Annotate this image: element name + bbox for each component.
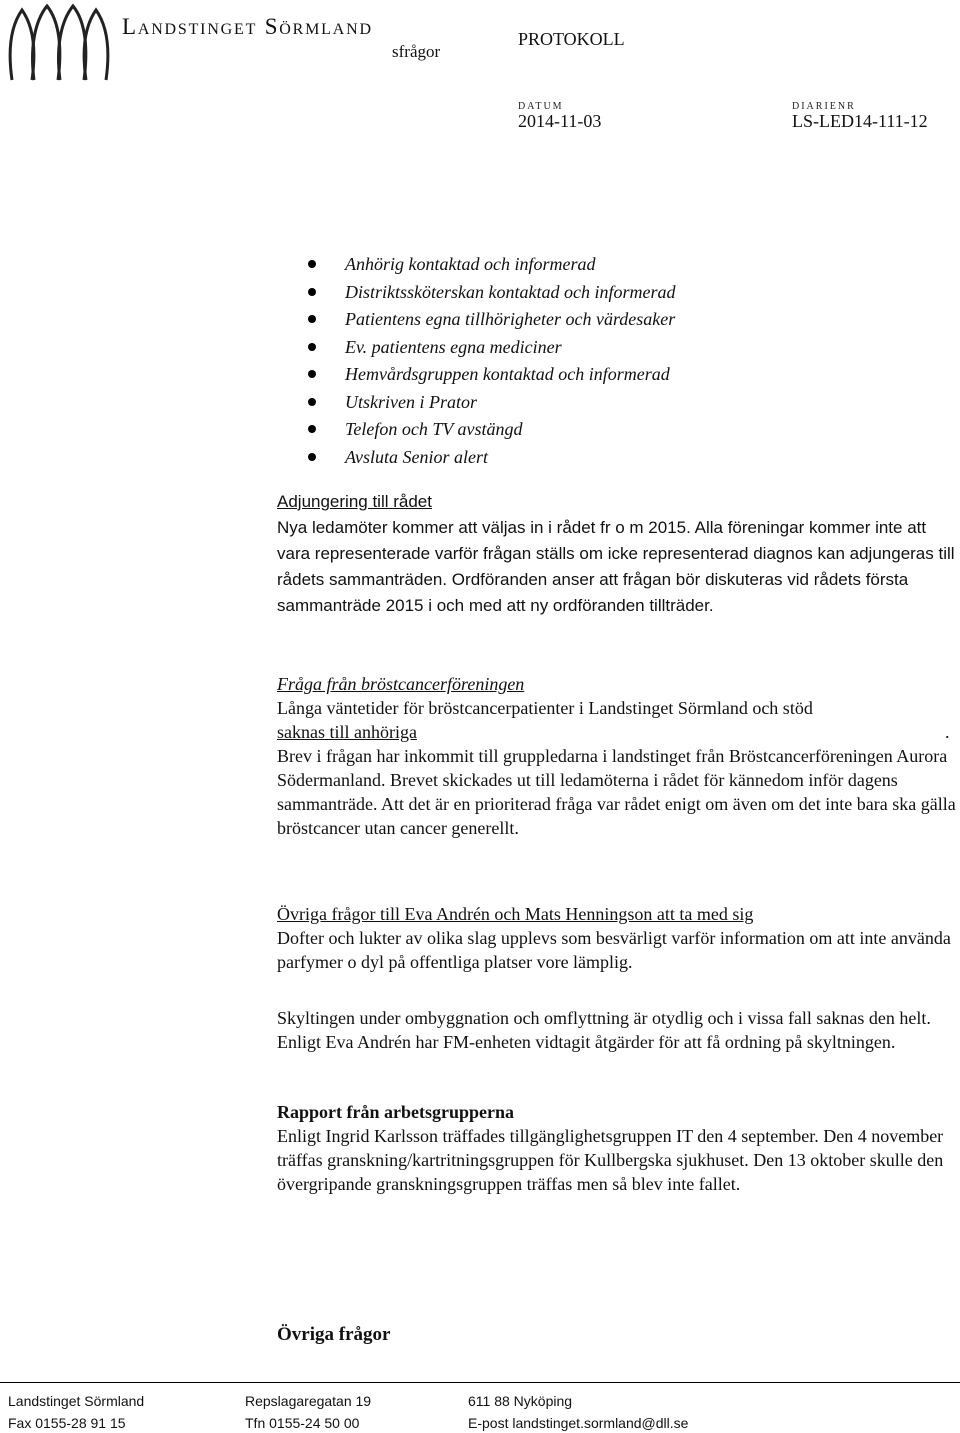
date-label: DATUM (518, 101, 564, 112)
list-item: Utskriven i Prator (305, 390, 675, 418)
subject-line: Långa väntetider för bröstcancerpatienter i Landstinget Sörmland och stöd (277, 698, 813, 718)
section-text: Dofter och lukter av olika slag upplevs som besvärligt varför information om att inte använda parfymer o dyl på offentliga platser vore lämplig. (277, 928, 951, 972)
section-heading: Fråga från bröstcancerföreningen (277, 674, 525, 694)
rapport-section (277, 1100, 957, 1196)
footer-phone: Tfn 0155-24 50 00 (245, 1415, 360, 1431)
section-text: Enligt Ingrid Karlsson träffades tillgänglighetsgruppen IT den 4 september. Den 4 november träffas granskning/kartritningsgruppen för Kullbergska sjukhuset. Den 13 oktober skulle den övergripande granskningsgruppen träffas men så blev inte fallet. (277, 1126, 944, 1194)
org-subtitle: sfrågor (392, 42, 441, 61)
ovriga-eva-section (277, 902, 957, 974)
list-item: Anhörig kontaktad och informerad (305, 252, 675, 280)
skyltning-paragraph (277, 1006, 957, 1054)
section-text: Brev i frågan har inkommit till gruppledarna i landstinget från Bröstcancerföreningen Aurora Södermanland. Brevet skickades ut till ledamöterna i rådet för kännedom inför dagens sammanträde. Att det är en prioriterad fråga var rådet enigt om även om det inte bara ska gälla bröstcancer utan cancer generellt. (277, 746, 956, 838)
subject-underlined: saknas till anhöriga (277, 722, 417, 742)
list-item: Ev. patientens egna mediciner (305, 335, 675, 363)
footer-city: 611 88 Nyköping (468, 1393, 573, 1409)
ovriga-heading: Övriga frågor (277, 1324, 391, 1345)
footer-email: E-post landstinget.sormland@dll.se (468, 1415, 689, 1431)
section-text: Nya ledamöter kommer att väljas in i rådet fr o m 2015. Alla föreningar kommer inte att vara representerade varför frågan ställs om icke representerad diagnos kan adjungeras till rådets sammanträden. Ordföranden anser att frågan bör diskuteras vid rådets första sammanträde 2015 i och med att ny ordföranden tillträder. (277, 518, 955, 615)
list-item: Distriktssköterskan kontaktad och informerad (305, 280, 675, 308)
adjungering-section (277, 489, 957, 619)
section-heading: Rapport från arbetsgrupperna (277, 1102, 514, 1122)
footer-org: Landstinget Sörmland (8, 1393, 145, 1409)
subject-line-2: saknas till anhöriga . (277, 722, 950, 742)
footer-street: Repslagaregatan 19 (245, 1393, 372, 1409)
list-item: Patientens egna tillhörigheter och värdesaker (305, 307, 675, 335)
footer-divider (0, 1382, 960, 1383)
footer-fax: Fax 0155-28 91 15 (8, 1415, 126, 1431)
document-type: PROTOKOLL (518, 29, 625, 49)
logo-icon (4, 2, 114, 82)
section-text: Skyltingen under ombyggnation och omflyttning är otydlig och i vissa fall saknas den helt. Enligt Eva Andrén har FM-enheten vidtagit åtgärder för att få ordning på skyltningen. (277, 1008, 931, 1052)
org-name: Landstinget Sörmland (122, 14, 373, 39)
list-item: Telefon och TV avstängd (305, 417, 675, 445)
list-item: Avsluta Senior alert (305, 445, 675, 473)
brostcancer-section (277, 672, 957, 840)
diarie-label: DIARIENR (792, 101, 856, 112)
section-heading: Adjungering till rådet (277, 492, 432, 511)
list-item: Hemvårdsgruppen kontaktad och informerad (305, 362, 675, 390)
diarie-value: LS-LED14-111-12 (792, 111, 928, 131)
date-value: 2014-11-03 (518, 111, 602, 131)
checklist (305, 252, 675, 472)
section-heading: Övriga frågor till Eva Andrén och Mats Henningson att ta med sig (277, 904, 754, 924)
